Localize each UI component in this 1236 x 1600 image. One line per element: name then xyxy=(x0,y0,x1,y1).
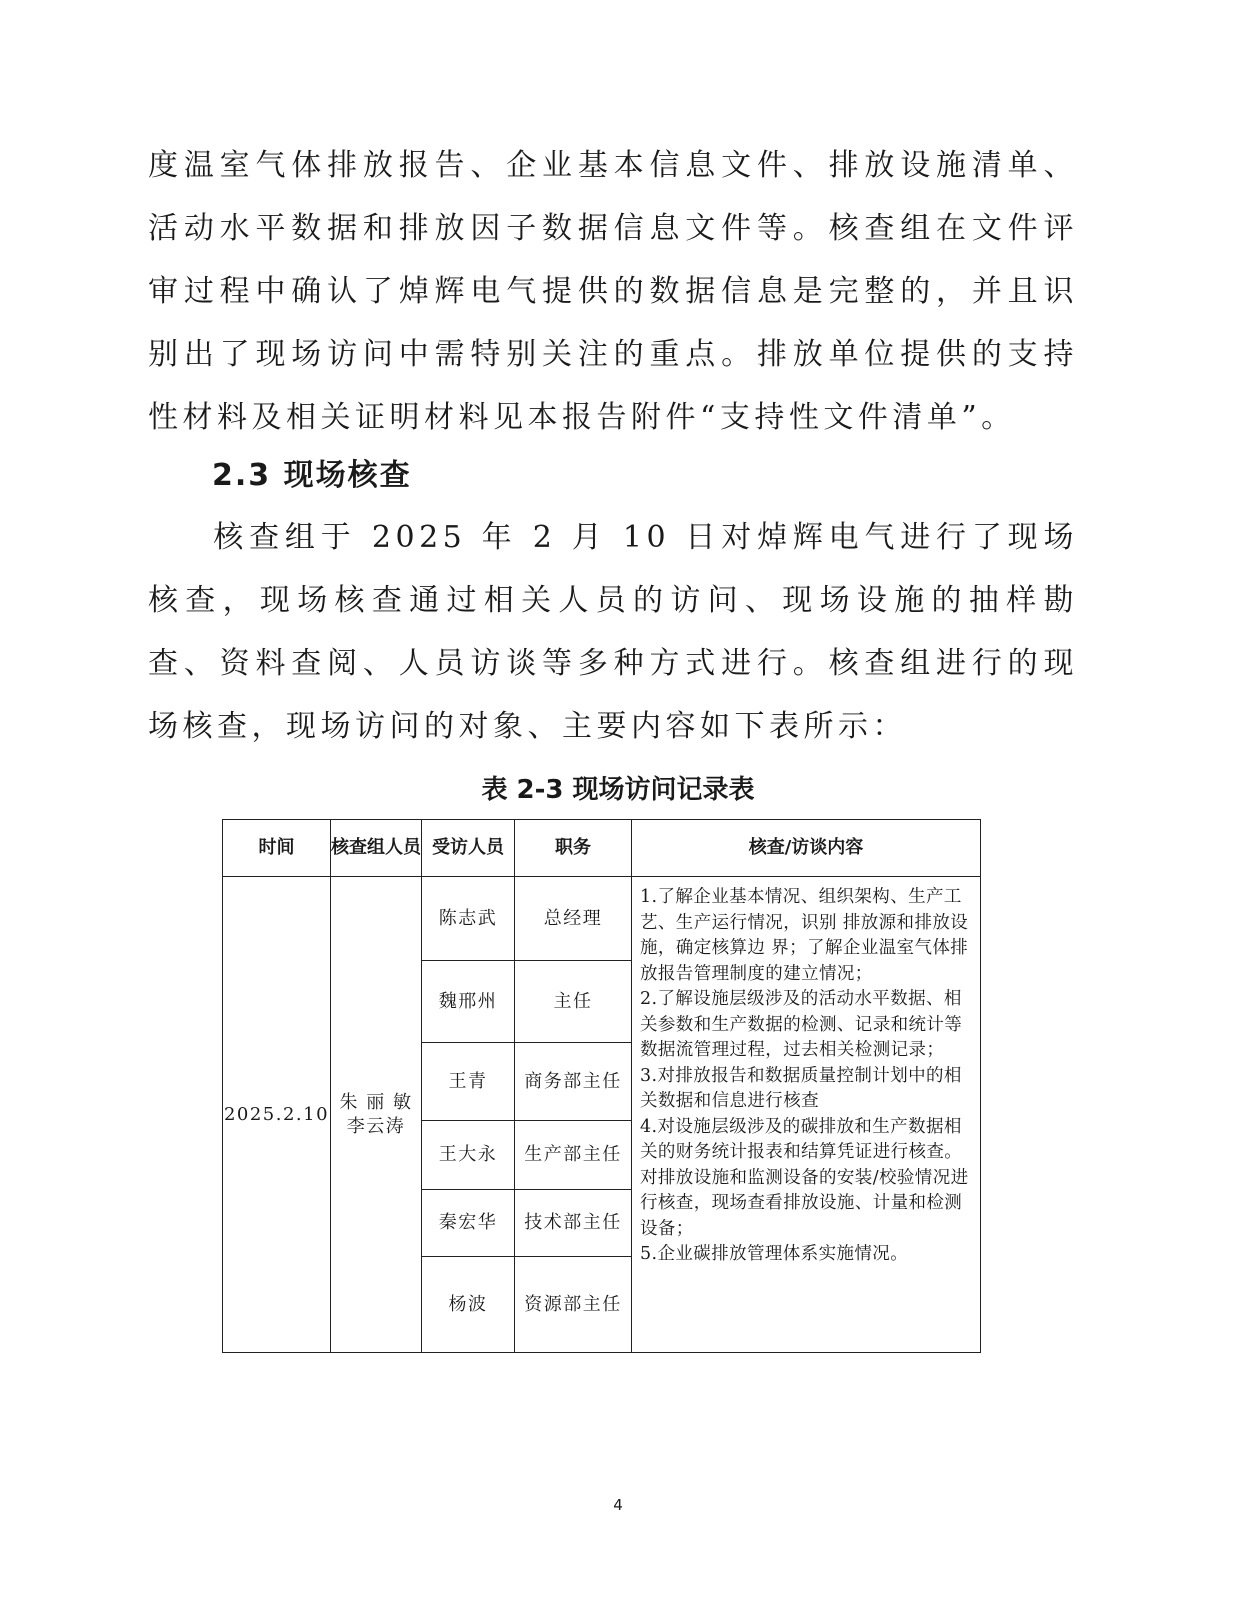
site-verification-paragraph xyxy=(148,506,1078,758)
interviewee-name: 王青 xyxy=(422,1043,515,1121)
table-row xyxy=(223,877,981,961)
interviewee-position: 商务部主任 xyxy=(515,1043,632,1121)
interviewee-position: 生产部主任 xyxy=(515,1121,632,1190)
interviewee-name: 王大永 xyxy=(422,1121,515,1190)
intro-paragraph: 度温室气体排放报告、企业基本信息文件、排放设施清单、活动水平数据和排放因子数据信息文件等。核查组在文件评审过程中确认了焯辉电气提供的数据信息是完整的，并且识别出了现场访问中需特别关注的重点。排放单位提供的支持性材料及相关证明材料见本报告附件“支持性文件清单”。 xyxy=(148,148,1078,435)
content-item: 1.了解企业基本情况、组织架构、生产工艺、生产运行情况，识别 排放源和排放设施，确定核算边 界；了解企业温室气体排放报告管理制度的建立情况； xyxy=(640,887,969,984)
team-member: 李云涛 xyxy=(346,1115,406,1137)
content-cell xyxy=(632,877,981,1353)
header-time: 时间 xyxy=(223,820,331,877)
team-cell xyxy=(331,877,422,1353)
interviewee-name: 陈志武 xyxy=(422,877,515,961)
header-content: 核查/访谈内容 xyxy=(632,820,981,877)
interviewee-name: 杨波 xyxy=(422,1257,515,1353)
content-item: 4.对设施层级涉及的碳排放和生产数据相关的财务统计报表和结算凭证进行核查。对排放设施和监测设备的安装/校验情况进行核查，现场查看排放设施、计量和检测设备； xyxy=(640,1116,969,1239)
page-number: 4 xyxy=(613,1496,623,1514)
interviewee-name: 秦宏华 xyxy=(422,1190,515,1257)
interview-record-table xyxy=(222,819,981,1353)
interviewee-position: 主任 xyxy=(515,961,632,1043)
interviewee-position: 技术部主任 xyxy=(515,1190,632,1257)
interviewee-position: 总经理 xyxy=(515,877,632,961)
content-item: 2.了解设施层级涉及的活动水平数据、相关参数和生产数据的检测、记录和统计等数据流管理过程，过去相关检测记录； xyxy=(640,989,963,1060)
header-team: 核查组人员 xyxy=(331,820,422,877)
table-header-row xyxy=(223,820,981,877)
content-item: 3.对排放报告和数据质量控制计划中的相关数据和信息进行核查 xyxy=(640,1065,962,1111)
site-verification-text: 核查组于 2025 年 2 月 10 日对焯辉电气进行了现场核查，现场核查通过相关人员的访问、现场设施的抽样勘查、资料查阅、人员访谈等多种方式进行。核查组进行的现场核查，现场访问的对象、主要内容如下表所示： xyxy=(148,520,1078,744)
header-interviewee: 受访人员 xyxy=(422,820,515,877)
interviewee-position: 资源部主任 xyxy=(515,1257,632,1353)
header-position: 职务 xyxy=(515,820,632,877)
interviewee-name: 魏邢州 xyxy=(422,961,515,1043)
date-cell: 2025.2.10 xyxy=(223,877,331,1353)
team-member: 朱 丽 敏 xyxy=(339,1091,413,1113)
section-heading: 2.3 现场核查 xyxy=(212,458,412,493)
table-caption: 表 2-3 现场访问记录表 xyxy=(481,775,755,805)
content-item: 5.企业碳排放管理体系实施情况。 xyxy=(640,1244,909,1264)
